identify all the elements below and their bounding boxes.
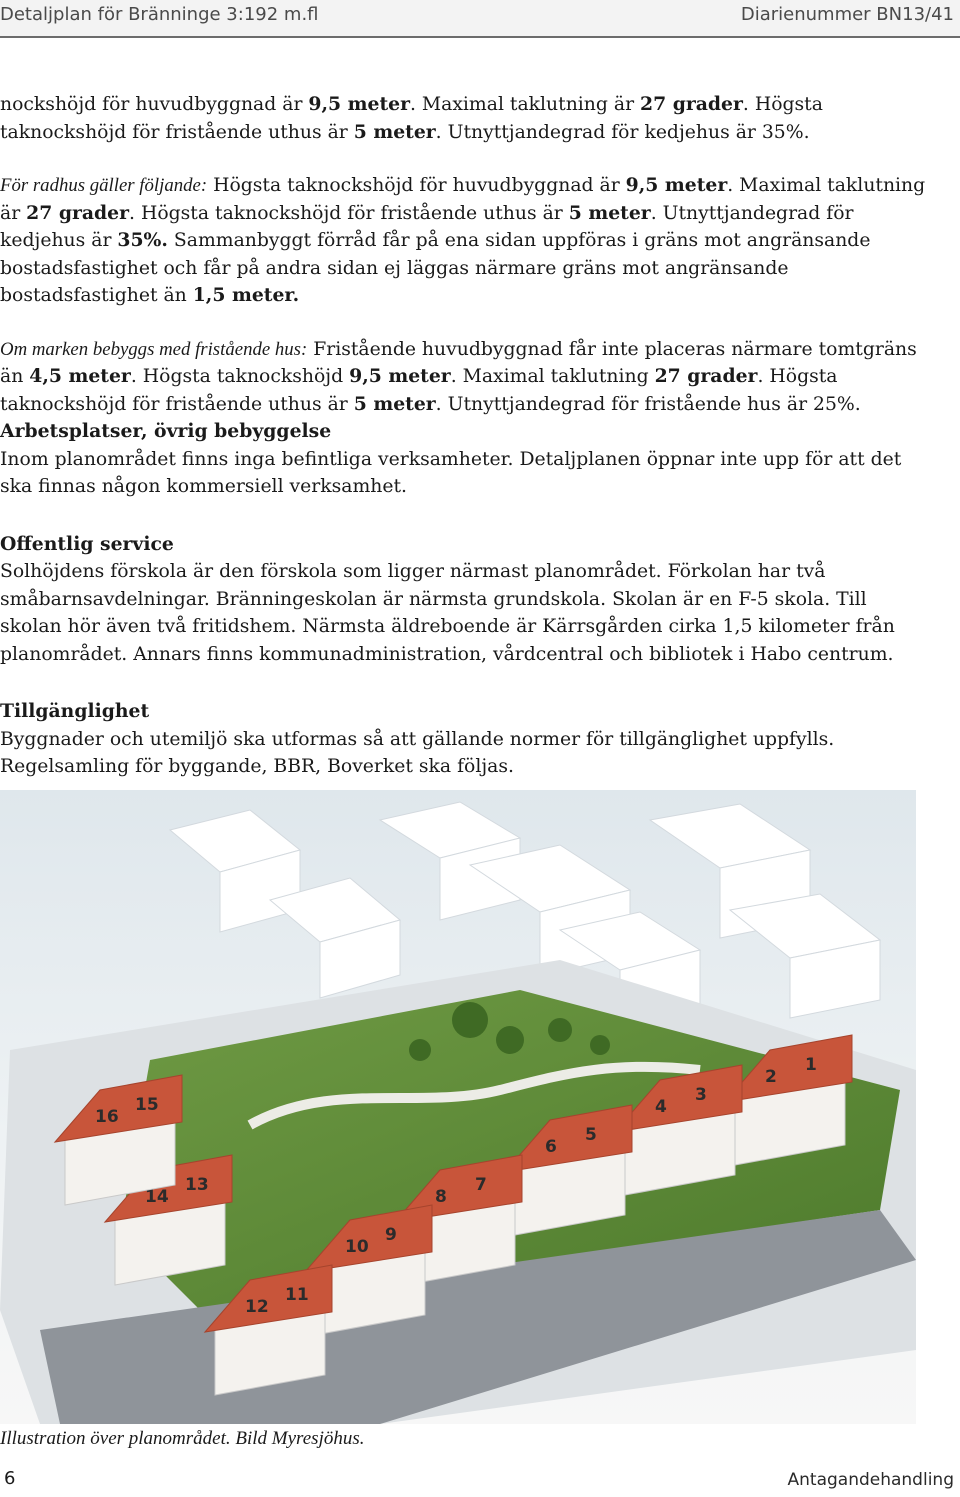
figure-caption: Illustration över planområdet. Bild Myresjöhus. (0, 1428, 365, 1449)
paragraph-tillganglighet: Byggnader och utemiljö ska utformas så att gällande normer för tillgänglighet uppfylls. Regelsamling för byggande, BBR, Boverket ska följas. (0, 728, 835, 777)
lot-number: 5 (585, 1125, 597, 1145)
lot-number: 13 (185, 1175, 209, 1195)
lot-number: 14 (145, 1187, 169, 1207)
paragraph-kedjehus: nockshöjd för huvudbyggnad är 9,5 meter. Maximal taklutning är 27 grader. Högsta taknockshöjd för fristående uthus är 5 meter. Utnyttjandegrad för kedjehus är 35%. (0, 93, 823, 143)
site-illustration (0, 790, 916, 1424)
footer-label: Antagandehandling (787, 1470, 954, 1490)
lot-number: 11 (285, 1285, 309, 1305)
lot-number: 9 (385, 1225, 397, 1245)
page-header (0, 0, 960, 38)
lot-number: 3 (695, 1085, 707, 1105)
paragraph-radhus: För radhus gäller följande: Högsta taknockshöjd för huvudbyggnad är 9,5 meter. Maximal taklutning är 27 grader. Högsta taknockshöjd för fristående uthus är 5 meter. Utnyttjandegrad för kedjehus är 35%. Sammanbyggt förråd får på ena sidan uppföras i gräns mot angränsande bostadsfastighet och får på andra sidan ej läggas närmare gräns mot angränsande bostadsfastighet än 1,5 meter. (0, 174, 926, 306)
paragraph-arbetsplatser: Inom planområdet finns inga befintliga verksamheter. Detaljplanen öppnar inte upp för att det ska finnas någon kommersiell verksamhet. (0, 448, 902, 497)
lot-number: 10 (345, 1237, 369, 1257)
lot-number: 12 (245, 1297, 269, 1317)
lot-number: 8 (435, 1187, 447, 1207)
lot-number: 7 (475, 1175, 487, 1195)
page-number: 6 (4, 1468, 16, 1489)
lot-number: 15 (135, 1095, 159, 1115)
lot-number: 1 (805, 1055, 817, 1075)
paragraph-offentlig-service: Solhöjdens förskola är den förskola som ligger närmast planområdet. Förkolan har två småbarnsavdelningar. Bränningeskolan är närmsta grundskola. Skolan är en F-5 skola. Till skolan hör även två fritidshem. Närmsta äldreboende är Kärrsgården cirka 1,5 kilometer från planområdet. Annars finns kommunadministration, vårdcentral och bibliotek i Habo centrum. (0, 561, 895, 665)
header-divider (0, 36, 960, 38)
document-body (0, 91, 930, 781)
document-title: Detaljplan för Bränninge 3:192 m.fl (0, 4, 319, 25)
heading-offentlig-service: Offentlig service (0, 532, 174, 555)
heading-tillganglighet: Tillgänglighet (0, 700, 150, 722)
paragraph-fristaende: Om marken bebyggs med fristående hus: Fristående huvudbyggnad får inte placeras närmare tomtgräns än 4,5 meter. Högsta taknockshöjd 9,5 meter. Maximal taklutning 27 grader. Högsta taknockshöjd för fristående uthus är 5 meter. Utnyttjandegrad för fristående hus är 25%. (0, 338, 917, 415)
lot-number: 4 (655, 1097, 667, 1117)
lot-number: 2 (765, 1067, 777, 1087)
site-illustration-drawing (0, 790, 916, 1424)
document-number: Diarienummer BN13/41 (740, 4, 954, 25)
heading-arbetsplatser: Arbetsplatser, övrig bebyggelse (0, 420, 332, 442)
lot-number: 6 (545, 1137, 557, 1157)
lot-number: 16 (95, 1107, 119, 1127)
